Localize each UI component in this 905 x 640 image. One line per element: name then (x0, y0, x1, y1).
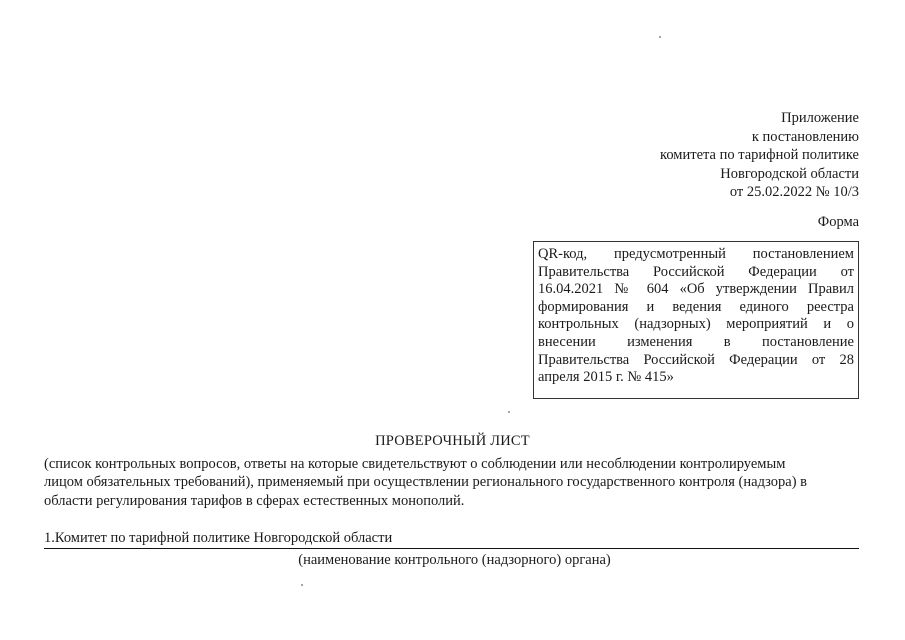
subtitle-line: области регулирования тарифов в сферах естественных монополий. (44, 492, 465, 509)
subtitle-line: лицом обязательных требований), применяемый при осуществлении регионального государственного контроля (надзора) в (44, 474, 807, 491)
appendix-line: комитета по тарифной политике (660, 147, 859, 163)
qr-code-box (533, 241, 859, 399)
qr-box-line: Правительства Российской Федерации от 28 (538, 351, 854, 368)
scan-dot (659, 36, 661, 38)
qr-box-line: внесении изменения в постановление (538, 333, 854, 350)
scan-dot (301, 584, 303, 586)
qr-box-line: 16.04.2021 № 604 «Об утверждении Правил (538, 281, 854, 298)
document-subtitle (44, 455, 844, 510)
underline-rule (44, 548, 859, 549)
control-body-name: 1.Комитет по тарифной политике Новгородской области (44, 530, 393, 546)
qr-box-line: QR-код, предусмотренный постановлением (538, 246, 854, 262)
appendix-line: от 25.02.2022 № 10/3 (729, 184, 859, 200)
appendix-line: Приложение (781, 110, 859, 126)
qr-box-line: формирования и ведения единого реестра (538, 298, 854, 315)
scan-dot (508, 411, 510, 413)
qr-box-line: апреля 2015 г. № 415» (538, 369, 674, 386)
qr-box-line: Правительства Российской Федерации от (538, 263, 854, 280)
subtitle-line: (список контрольных вопросов, ответы на которые свидетельствуют о соблюдении или несоблюдении контролируемым (44, 456, 786, 472)
appendix-line: Новгородской области (720, 165, 859, 182)
control-body-caption (0, 551, 905, 569)
appendix-block (660, 109, 859, 202)
form-label: Форма (817, 214, 859, 230)
appendix-line: к постановлению (751, 128, 859, 145)
caption-text: (наименование контрольного (надзорного) органа) (298, 552, 611, 568)
qr-box-line: контрольных (надзорных) мероприятий и о (538, 316, 854, 333)
document-title: ПРОВЕРОЧНЫЙ ЛИСТ (375, 433, 530, 449)
